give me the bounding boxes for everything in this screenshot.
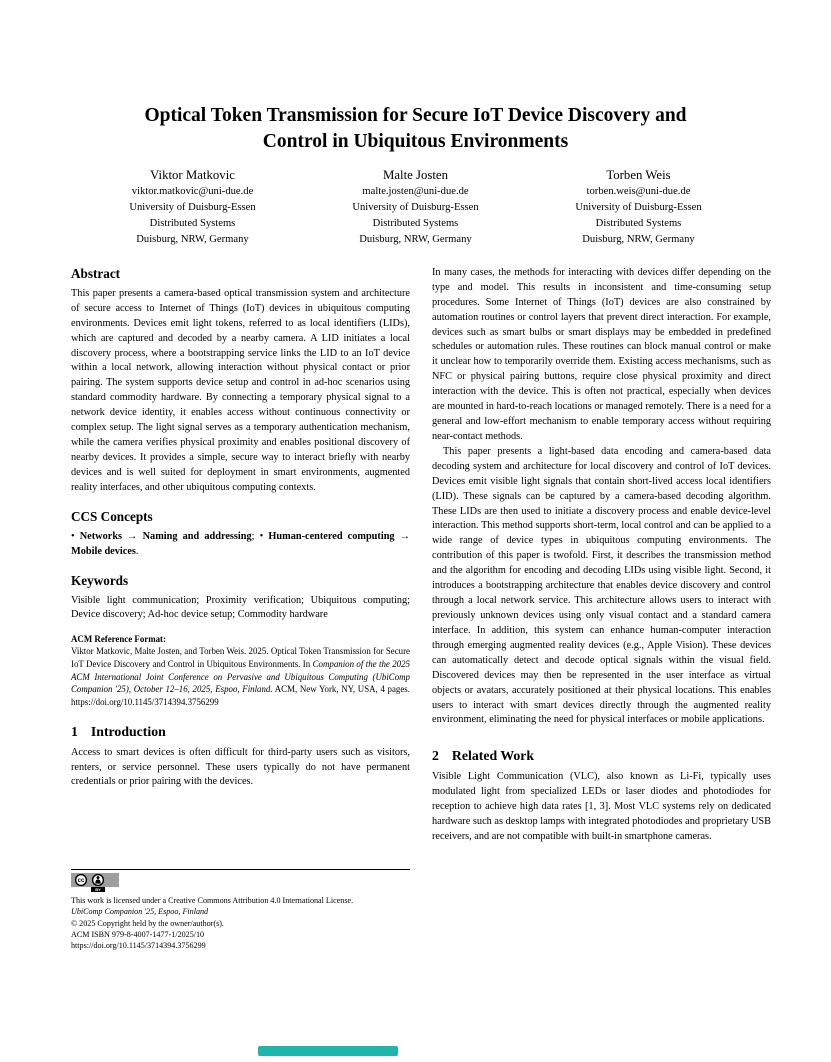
ccs-bullet: • bbox=[71, 530, 80, 542]
ccs-period: . bbox=[135, 545, 139, 557]
two-column-body bbox=[71, 266, 771, 845]
right-paragraph: In many cases, the methods for interacting with devices differ depending on the type and model. This results in inconsistent and time-consuming setup procedures. Some Internet of Things (IoT) devices are also constrained by automation routines or control layers that prevent direct interaction. For example, devices such as smart bulbs or smart displays may be embedded in predefined schedules or automation rules. These routines can block manual control or make it unclear how to temporarily override them. Existing access mechanisms, such as NFC or physical pairing buttons, require close physical proximity and direct interaction with the device. This is often not practical, especially when devices are mounted in hard-to-reach locations or managed remotely. There is a need for a general and low-effort mechanism to enable temporary access without requiring near-contact methods. bbox=[432, 266, 771, 442]
ccs-concept: Networks bbox=[79, 530, 123, 542]
doi-text: https://doi.org/10.1145/3714394.3756299 bbox=[71, 941, 206, 950]
author-affiliation: University of Duisburg-Essen bbox=[129, 202, 256, 214]
copyright-text: © 2025 Copyright held by the owner/author(s). bbox=[71, 918, 224, 928]
author-block bbox=[0, 168, 831, 248]
right-paragraph: This paper presents a light-based data encoding and camera-based data decoding system and architecture for local discovery and control of IoT devices. Devices emit visible light signals that contain short-lived access local identifiers (LID). These signals can be captured by a camera-based decoding algorithm. These LIDs are then used to initiate a discovery process and enable device-level interaction. This method supports short-term, local control and can be applied to a wide range of device types in ubiquitous computing environments. The contribution of this paper is twofold. First, it describes the transmission method and the algorithm for encoding and decoding LIDs using visible light. Second, it introduces a bootstrapping architecture that enables device discovery and control through a local network service. This architecture allows users to interact with previously unknown devices using only visual contact and a standard camera interface. In addition, this system can enhance human-computer interaction through emerging augmented reality devices (e.g., Apple Vision). These devices can automatically detect and decode optical signals within the visual field. Discovered devices may then be represented in the user interface as virtual objects or avatars, accurately positioned at their physical locations. This enables users to interact with smart devices directly through the augmented reality environment, eliminating the need for physical interfaces or mobile applications. bbox=[432, 445, 771, 726]
license-text: This work is licensed under a Creative Commons Attribution 4.0 International License. bbox=[71, 896, 354, 905]
ccs-text bbox=[71, 530, 410, 560]
author-location: Duisburg, NRW, Germany bbox=[582, 233, 695, 245]
keywords-text: Visible light communication; Proximity verification; Ubiquitous computing; Device discovery; Ad-hoc device setup; Commodity hardware bbox=[71, 594, 410, 621]
section-title: Related Work bbox=[451, 748, 535, 764]
author-department: Distributed Systems bbox=[372, 218, 459, 230]
author-name: Torben Weis bbox=[606, 168, 671, 183]
author-email: torben.weis@uni-due.de bbox=[586, 186, 691, 198]
venue-text: UbiComp Companion '25, Espoo, Finland bbox=[71, 907, 209, 917]
ccs-concept: Human-centered computing bbox=[268, 530, 395, 542]
introduction-text: Access to smart devices is often difficult for third-party users such as visitors, renters, or service personnel. These users typically do not have permanent credentials or prior pairing with the devices. bbox=[71, 746, 410, 788]
isbn-text: ACM ISBN 979-8-4007-1477-1/2025/10 bbox=[71, 929, 205, 939]
cc-icon-label: cc bbox=[77, 878, 85, 885]
author-name: Malte Josten bbox=[382, 168, 449, 183]
ccs-separator: ; • bbox=[251, 530, 269, 542]
section-title: Introduction bbox=[90, 723, 166, 739]
left-column bbox=[71, 266, 410, 845]
author-affiliation: University of Duisburg-Essen bbox=[575, 202, 702, 214]
author-card bbox=[304, 168, 527, 248]
author-email: viktor.matkovic@uni-due.de bbox=[131, 186, 254, 198]
abstract-heading: Abstract bbox=[71, 265, 121, 281]
author-department: Distributed Systems bbox=[149, 218, 236, 230]
paper-title-line-1: Optical Token Transmission for Secure IoT Device Discovery and bbox=[144, 105, 687, 126]
section-number: 2 bbox=[432, 748, 439, 764]
acm-reference-authors: Viktor Matkovic, Malte Josten, and Torben Weis. 2025. Optical Token Transmission for Secure IoT Device Discovery and Control in Ubiquitous Environments. In bbox=[71, 646, 410, 670]
author-card bbox=[81, 168, 304, 248]
ccs-concept: Mobile devices bbox=[71, 545, 136, 557]
abstract-text: This paper presents a camera-based optical transmission system and architecture of secure access to Internet of Things (IoT) devices in ubiquitous computing environments. Devices emit light tokens, referred to as local identifiers (LIDs), which are captured and decoded by a nearby camera. A LID initiates a local discovery process, where a bootstrapping service links the LID to an IoT device within a local network, allowing interaction without physical contact or prior pairing. The system supports device setup and control in ad-hoc scenarios using standard commodity hardware. By connecting a temporary physical signal to a network device identity, it enables access without continuous connectivity or complex setup. The light signal serves as a temporary authentication mechanism, while the camera verifies physical proximity and enables positional discovery of nearby devices. It provides a simple, secure way to interact briefly with nearby devices and is well suited for deployment in smart environments, augmented reality interfaces, and other ubiquitous computing contexts. bbox=[71, 287, 410, 493]
acm-reference-text bbox=[71, 645, 410, 708]
person-icon-head bbox=[97, 876, 100, 879]
page-bottom-highlight-bar bbox=[258, 1046, 398, 1056]
ccs-arrow: → bbox=[394, 530, 410, 542]
author-email: malte.josten@uni-due.de bbox=[362, 186, 469, 198]
keywords-heading: Keywords bbox=[71, 572, 129, 588]
author-location: Duisburg, NRW, Germany bbox=[359, 233, 472, 245]
cc-by-badge bbox=[71, 873, 121, 892]
ccs-concept: Naming and addressing bbox=[142, 530, 252, 542]
acm-reference-publisher: ACM, New York, NY, USA, 4 pages. https://doi.org/10.1145/3714394.3756299 bbox=[71, 684, 410, 707]
author-affiliation: University of Duisburg-Essen bbox=[352, 202, 479, 214]
section-heading-related-work bbox=[432, 748, 771, 764]
author-name: Viktor Matkovic bbox=[150, 168, 235, 183]
paper-title-line-2: Control in Ubiquitous Environments bbox=[262, 131, 569, 153]
section-heading-introduction bbox=[71, 724, 410, 740]
footnote-rule bbox=[71, 869, 410, 870]
right-column bbox=[432, 266, 771, 845]
author-location: Duisburg, NRW, Germany bbox=[136, 233, 249, 245]
section-number: 1 bbox=[71, 723, 78, 739]
acm-reference-venue: Companion of the the 2025 ACM International Joint Conference on Pervasive and Ubiquitous Computing (UbiComp Companion '25), October 12–16, 2025, Espoo, Finland. bbox=[71, 659, 410, 695]
ccs-arrow: → bbox=[122, 530, 143, 542]
author-card bbox=[527, 168, 750, 248]
paper-title bbox=[0, 0, 831, 155]
copyright-footnote bbox=[71, 869, 410, 951]
acm-reference-heading: ACM Reference Format: bbox=[71, 634, 166, 645]
ccs-heading: CCS Concepts bbox=[71, 508, 153, 524]
author-department: Distributed Systems bbox=[595, 218, 682, 230]
by-tab-label: BY bbox=[95, 887, 101, 892]
related-work-text: Visible Light Communication (VLC), also known as Li-Fi, typically uses modulated light from specialized LEDs or laser diodes and photodiodes for reception to achieve high data rates [1, 3]. Most VLC systems rely on dedicated hardware such as desktop lamps with integrated photodiodes and proprietary USB receivers, and are not compatible with built-in smartphone cameras. bbox=[432, 771, 771, 843]
